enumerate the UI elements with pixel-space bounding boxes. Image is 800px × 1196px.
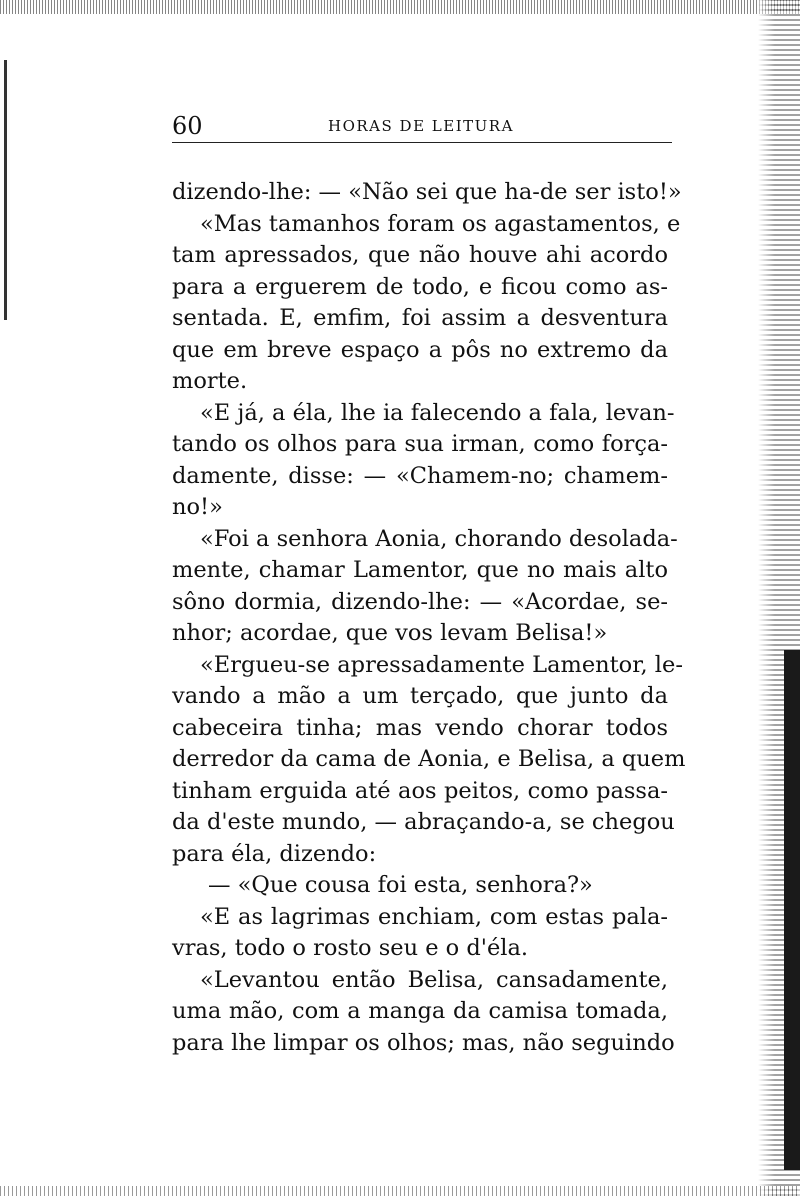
text-line: «E já, a éla, lhe ia falecendo a fala, levan- (200, 399, 675, 426)
text-line: da d'este mundo, — abraçando-a, se chegou (172, 809, 675, 835)
running-title: HORAS DE LEITURA (328, 117, 514, 135)
text-line: que em breve espaço a pôs no extremo da (172, 336, 668, 363)
text-line: «Ergueu-se apressadamente Lamentor, le- (200, 651, 683, 678)
text-line: «Mas tamanhos foram os agastamentos, e (200, 210, 681, 237)
page-header (172, 108, 672, 143)
text-line: para a erguerem de todo, e ficou como as- (172, 273, 668, 300)
text-line: vras, todo o rosto seu e o d'éla. (172, 935, 529, 961)
text-line: para lhe limpar os olhos; mas, não seguindo (172, 1029, 675, 1056)
text-line: sentada. E, emfim, foi assim a desventura (172, 305, 668, 331)
text-line: «Levantou então Belisa, cansadamente, (200, 966, 668, 993)
text-line: mente, chamar Lamentor, que no mais alto (172, 557, 668, 583)
text-line: morte. (172, 368, 248, 394)
text-line: nhor; acordae, que vos levam Belisa!» (172, 620, 608, 646)
scan-shadow-right (784, 650, 800, 1170)
text-line: damente, disse: — «Chamem-no; chamem- (172, 462, 668, 489)
text-line: no!» (172, 494, 223, 520)
scan-edge-top (0, 0, 800, 14)
text-line: uma mão, com a manga da camisa tomada, (172, 998, 668, 1024)
body-text (172, 177, 686, 1059)
text-line: para éla, dizendo: (172, 840, 377, 867)
text-line: — «Que cousa foi esta, senhora?» (208, 872, 593, 898)
scan-edge-bottom (0, 1186, 800, 1196)
scan-edge-left (4, 60, 7, 320)
text-line: derredor da cama de Aonia, e Belisa, a quem (172, 746, 686, 772)
text-line: tando os olhos para sua irman, como força- (172, 431, 668, 457)
text-line: tinham erguida até aos peitos, como passa- (172, 777, 668, 804)
text-line: dizendo-lhe: — «Não sei que ha-de ser isto!» (172, 179, 682, 205)
text-line: vando a mão a um terçado, que junto da (172, 683, 668, 709)
text-line: «E as lagrimas enchiam, com estas pala- (200, 903, 668, 930)
text-line: tam apressados, que não houve ahi acordo (172, 242, 668, 268)
text-line: sôno dormia, dizendo-lhe: — «Acordae, se- (172, 588, 668, 615)
page-number: 60 (172, 112, 203, 140)
text-line: cabeceira tinha; mas vendo chorar todos (172, 714, 668, 741)
text-line: «Foi a senhora Aonia, chorando desolada- (200, 525, 678, 552)
book-page (172, 108, 686, 1059)
